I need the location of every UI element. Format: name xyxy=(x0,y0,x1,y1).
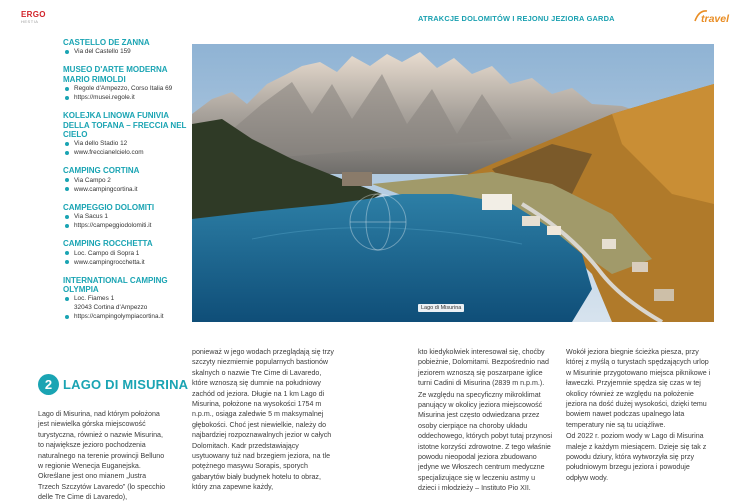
article-column-1 xyxy=(38,409,167,504)
place-entry xyxy=(63,166,191,193)
lake-photo xyxy=(192,44,714,322)
place-name: CAMPEGGIO DOLOMITI xyxy=(63,202,155,212)
place-detail xyxy=(63,294,191,303)
article-paragraph: Wokół jeziora biegnie ścieżka piesza, przy której z myślą o turystach spędzających urlop w Misurinie przygotowano miejsca piknikowe i ławeczki. Przyjemnie spędza się czas w tej okolicy również ze względu na położenie jeziora na dość dużej wysokości, dzięki temu bowiem nawet podczas upalnego lata temperatury nie są tu uciążliwe. xyxy=(566,348,711,429)
article-column-3 xyxy=(418,347,554,495)
bullet-icon xyxy=(65,297,69,301)
bullet-icon xyxy=(65,224,69,228)
travel-logo xyxy=(693,8,733,26)
place-detail xyxy=(63,249,191,258)
article-paragraph: Lago di Misurina, nad którym położona jest niewielka górska miejscowość turystyczna, również o nazwie Misurina, to największe jezioro pochodzenia naturalnego na terenie prowincji Belluno w regionie Wenecja Euganejska. Określane jest ono mianem „lustra Trzech Szczytów Lavaredo” (lo specchio delle Tre Cime di Lavaredo), xyxy=(38,410,166,502)
bullet-icon xyxy=(65,260,69,264)
bullet-icon xyxy=(65,142,69,146)
bullet-icon xyxy=(65,215,69,219)
article-column-4 xyxy=(566,347,712,484)
bullet-icon xyxy=(65,315,69,319)
place-detail xyxy=(63,93,191,102)
place-entry xyxy=(63,239,191,266)
place-entry xyxy=(63,65,191,102)
logo-main-text: ERGO xyxy=(21,10,46,19)
logo-sub-text: HESTIA xyxy=(21,19,39,24)
article-column-2 xyxy=(192,347,334,494)
place-detail xyxy=(63,221,191,230)
place-name: CASTELLO DE ZANNA xyxy=(63,38,150,47)
bullet-icon xyxy=(65,151,69,155)
attractions-list xyxy=(63,38,191,330)
article-heading: LAGO DI MISURINA xyxy=(63,377,189,392)
place-detail xyxy=(63,47,191,56)
place-name: CAMPING ROCCHETTA xyxy=(63,239,153,249)
travel-label: travel xyxy=(701,13,730,25)
article-paragraph: Ze względu na specyficzny mikroklimat panujący w okolicy jeziora miejscowość Misurina jest często odwiedzana przez osoby cierpiące na choroby układu oddechowego, których pobyt tutaj przynosi istotne korzyści zdrowotne. Z tego właśnie powodu nieopodal jeziora zbudowano jedyne we Włoszech centrum medyczne specjalizujące się w leczeniu astmy u dzieci i młodzieży – Instituto Pio XII. xyxy=(418,390,553,493)
place-detail xyxy=(63,84,191,93)
place-detail-text: Via Campo 2 xyxy=(74,176,111,184)
article-paragraph: kto kiedykolwiek interesował się, choćby pobieżnie, Dolomitami. Bezpośrednio nad jeziorem wznoszą się poszarpane iglice turni Cadini di Misurina (2839 m n.p.m.). xyxy=(418,348,549,388)
place-detail xyxy=(63,139,191,148)
place-detail-text: Via del Castello 159 xyxy=(74,48,131,56)
place-detail xyxy=(63,176,191,185)
photo-caption: Lago di Misurina xyxy=(418,304,464,312)
bullet-icon xyxy=(65,50,69,54)
bullet-icon xyxy=(65,178,69,182)
place-name: CAMPING CORTINA xyxy=(63,166,140,176)
place-name: INTERNATIONAL CAMPING OLYMPIA xyxy=(63,275,168,295)
place-detail-text: Loc. Campo di Sopra 1 xyxy=(74,249,140,257)
article-paragraph: Od 2022 r. poziom wody w Lago di Misurina maleje z każdym miesiącem. Dzieje się tak z powodu dziury, która wytworzyła się przy południowym brzegu jeziora i powoduje odpływ wody. xyxy=(566,432,707,482)
place-detail-text: https://campeggiodolomiti.it xyxy=(74,222,152,230)
ergo-hestia-logo xyxy=(21,11,46,24)
place-detail xyxy=(63,148,191,157)
place-detail-text: www.campingrocchetta.it xyxy=(74,258,145,266)
section-number-badge: 2 xyxy=(38,374,59,395)
place-detail-text: Regole d'Ampezzo, Corso Italia 69 xyxy=(74,85,173,93)
section-title: ATRAKCJE DOLOMITÓW I REJONU JEZIORA GARDA xyxy=(418,14,615,23)
place-detail-text: www.campingcortina.it xyxy=(74,185,138,193)
place-detail-text: https://musei.regole.it xyxy=(74,94,135,102)
place-detail-text: 32043 Cortina d'Ampezzo xyxy=(74,304,148,312)
place-entry xyxy=(63,203,191,230)
bullet-icon xyxy=(65,87,69,91)
place-detail-text: Via Sacus 1 xyxy=(74,213,108,221)
place-detail xyxy=(63,185,191,194)
place-detail-text: Via dello Stadio 12 xyxy=(74,140,128,148)
place-entry xyxy=(63,276,191,322)
article-paragraph: ponieważ w jego wodach przeglądają się trzy szczyty niezmiernie popularnych bastionów skalnych o nazwie Tre Cime di Lavaredo, które wznoszą się dumnie na południowy zachód od jeziora. Długie na 1 km Lago di Misurina, położone na wysokości 1754 m n.p.m., osiąga zaledwie 5 m maksymalnej głębokości. Choć jest niewielkie, należy do najbardziej rozpoznawalnych jezior w całych Dolomitach. Kadr przedstawiający usytuowany tuż nad brzegiem jeziora, na tle potężnego masywu Sorapis, sporych gabarytów biały budynek hotelu to obraz, który zna zapewne każdy, xyxy=(192,348,334,492)
place-entry xyxy=(63,111,191,157)
bullet-icon xyxy=(65,96,69,100)
place-detail-text: Loc. Fiames 1 xyxy=(74,295,115,303)
place-detail xyxy=(63,312,191,321)
place-name: MUSEO D'ARTE MODERNA MARIO RIMOLDI xyxy=(63,65,168,84)
place-detail-text: https://campingolympiacortina.it xyxy=(74,313,164,321)
bullet-icon xyxy=(65,187,69,191)
place-detail-text: www.freccianelcielo.com xyxy=(74,149,144,157)
bullet-icon xyxy=(65,251,69,255)
place-detail xyxy=(63,303,191,312)
place-detail xyxy=(63,258,191,267)
place-entry xyxy=(63,38,191,56)
place-detail xyxy=(63,212,191,221)
place-name: KOLEJKA LINOWA FUNIVIA DELLA TOFANA – FRECCIA NEL CIELO xyxy=(63,111,187,140)
